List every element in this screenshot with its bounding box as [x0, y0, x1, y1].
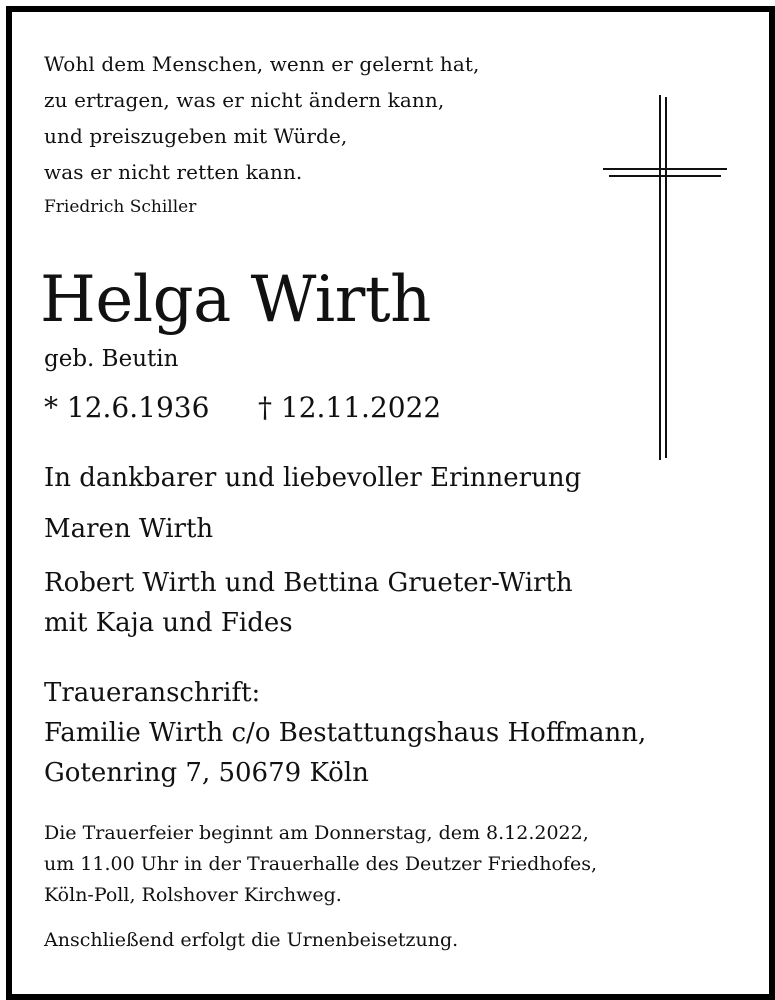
- birth-date: * 12.6.1936: [44, 391, 210, 424]
- quote-line: Wohl dem Menschen, wenn er gelernt hat,: [44, 52, 480, 76]
- service-info: [44, 818, 597, 911]
- mourner-group: [44, 563, 573, 643]
- cross-icon: [600, 95, 730, 460]
- mourner-line: Robert Wirth und Bettina Grueter-Wirth: [44, 568, 573, 598]
- quote-line: und preiszugeben mit Würde,: [44, 124, 348, 148]
- deceased-name: Helga Wirth: [40, 263, 431, 337]
- service-line: um 11.00 Uhr in der Trauerhalle des Deutzer Friedhofes,: [44, 853, 598, 875]
- death-date: † 12.11.2022: [258, 391, 442, 424]
- quote: [44, 46, 479, 190]
- mourning-address: [44, 673, 646, 793]
- quote-line: zu ertragen, was er nicht ändern kann,: [44, 88, 445, 112]
- mourner-line: Maren Wirth: [44, 514, 214, 544]
- quote-author: Friedrich Schiller: [44, 197, 197, 217]
- birth-name: geb. Beutin: [44, 346, 179, 372]
- address-line: Gotenring 7, 50679 Köln: [44, 758, 369, 788]
- quote-line: was er nicht retten kann.: [44, 160, 303, 184]
- mourner-line: mit Kaja und Fides: [44, 608, 293, 638]
- burial-info: Anschließend erfolgt die Urnenbeisetzung.: [44, 929, 459, 951]
- service-line: Die Trauerfeier beginnt am Donnerstag, dem 8.12.2022,: [44, 822, 589, 844]
- remembrance-text: In dankbarer und liebevoller Erinnerung: [44, 463, 582, 493]
- address-line: Familie Wirth c/o Bestattungshaus Hoffmann,: [44, 718, 647, 748]
- service-line: Köln-Poll, Rolshover Kirchweg.: [44, 884, 342, 906]
- address-label: Traueranschrift:: [44, 678, 261, 708]
